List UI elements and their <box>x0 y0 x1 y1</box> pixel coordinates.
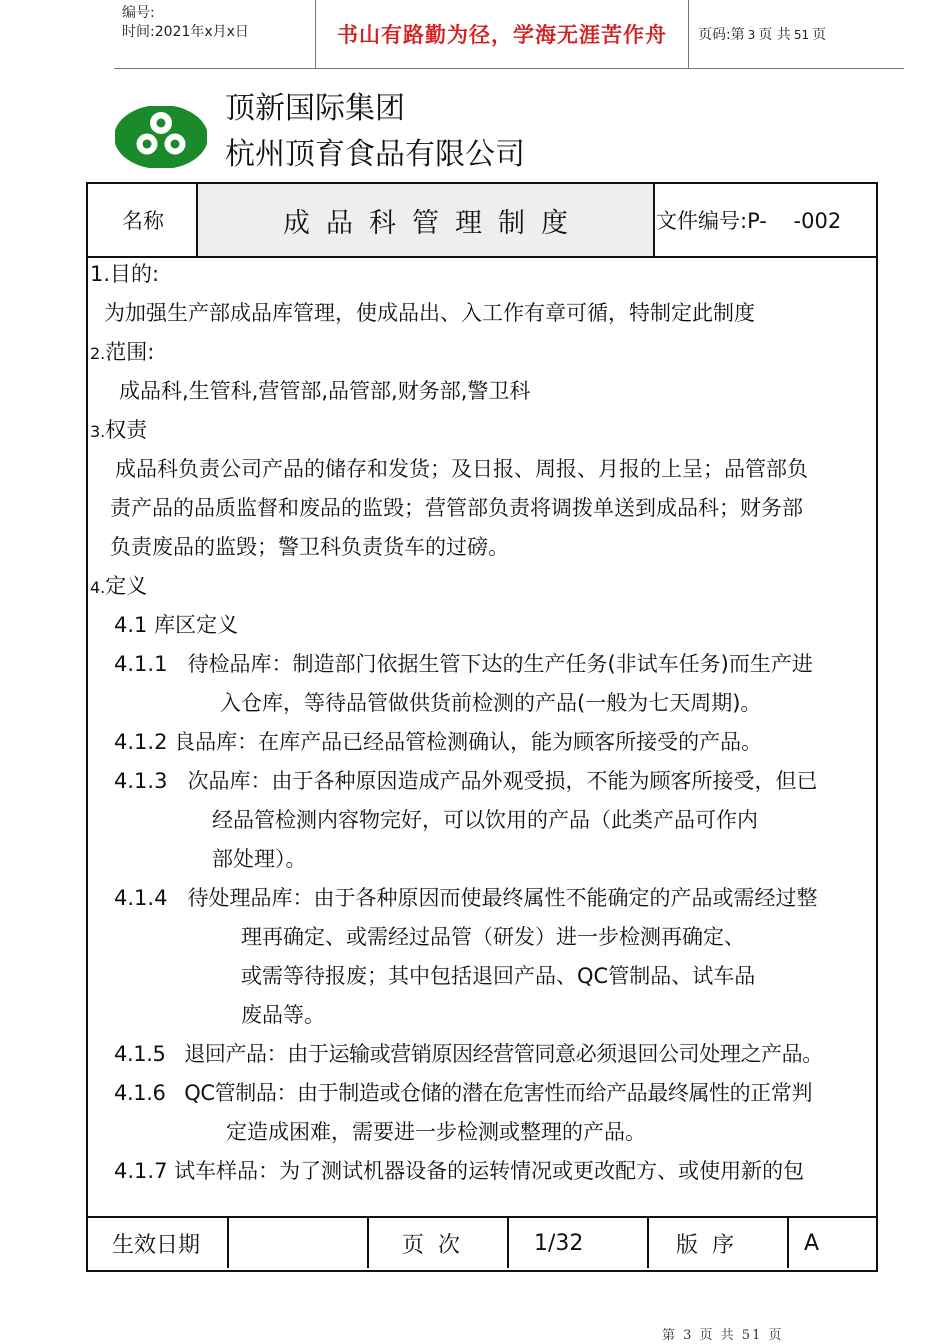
title-divider <box>653 184 655 256</box>
document-title: 成品科管理制度 <box>283 207 584 239</box>
definition-item: 4.1 库区定义 <box>114 613 239 637</box>
section-scope-title: 2.范围: <box>90 340 155 364</box>
definition-item: 或需等待报废；其中包括退回产品、QC管制品、试车品 <box>241 964 756 988</box>
footer-divider <box>787 1218 789 1268</box>
page-label-suffix: 页 <box>812 27 827 43</box>
page-current: 3 <box>747 28 756 42</box>
definition-item: 废品等。 <box>241 1003 325 1027</box>
section-number: 3. <box>90 422 106 441</box>
document-frame <box>86 182 878 1272</box>
definition-item: 4.1.2 良品库：在库产品已经品管检测确认，能为顾客所接受的产品。 <box>114 730 763 754</box>
footer-divider <box>507 1218 509 1268</box>
page-total: 51 <box>793 28 810 42</box>
footer-divider <box>227 1218 229 1268</box>
definition-item: 理再确定、或需经过品管（研发）进一步检测再确定、 <box>241 925 745 949</box>
version-value: A <box>804 1230 820 1256</box>
definition-item: 定造成困难，需要进一步检测或整理的产品。 <box>226 1120 646 1144</box>
name-label: 名称 <box>122 209 164 233</box>
section-duty-line: 成品科负责公司产品的储存和发货；及日报、周报、月报的上呈；品管部负 <box>115 457 808 481</box>
header-divider <box>688 0 689 68</box>
footer-row-border <box>88 1216 876 1218</box>
header-page-number <box>698 24 826 44</box>
document-number: 文件编号:P- -002 <box>656 209 842 233</box>
page-count-value: 1/32 <box>534 1230 584 1256</box>
company-group-name: 顶新国际集团 <box>225 91 405 126</box>
company-logo-icon <box>115 106 207 168</box>
definition-item: 4.1.3 次品库：由于各种原因造成产品外观受损，不能为顾客所接受，但已 <box>114 769 818 793</box>
definition-item: 4.1.7 试车样品：为了测试机器设备的运转情况或更改配方、或使用新的包 <box>114 1159 805 1183</box>
effective-date-label: 生效日期 <box>112 1232 201 1258</box>
header-meta <box>122 4 249 42</box>
page-label-mid: 页 共 <box>758 27 791 43</box>
section-duty-title: 3.权责 <box>90 418 148 442</box>
page-footer: 第 3 页 共 51 页 <box>662 1328 784 1343</box>
definition-item: 4.1.6 QC管制品：由于制造或仓储的潜在危害性而给产品最终属性的正常判 <box>114 1081 813 1105</box>
definition-item: 4.1.4 待处理品库：由于各种原因而使最终属性不能确定的产品或需经过整 <box>114 886 818 910</box>
company-name: 杭州顶育食品有限公司 <box>225 137 525 172</box>
serial-label: 编号: <box>122 5 155 21</box>
definition-item: 4.1.5 退回产品：由于运输或营销原因经营管同意必须退回公司处理之产品。 <box>114 1042 823 1066</box>
version-label: 版 序 <box>676 1232 734 1258</box>
section-duty-line: 负责废品的监毁；警卫科负责货车的过磅。 <box>110 535 509 559</box>
page-header <box>114 0 904 69</box>
footer-divider <box>367 1218 369 1268</box>
definition-item: 部处理）。 <box>212 847 307 871</box>
section-purpose-text: 为加强生产部成品库管理，使成品出、入工作有章可循，特制定此制度 <box>104 301 755 325</box>
page-label-prefix: 页码:第 <box>698 27 745 43</box>
title-row-border <box>88 256 876 258</box>
page-count-label: 页 次 <box>402 1232 460 1258</box>
definition-item: 经品管检测内容物完好，可以饮用的产品（此类产品可作内 <box>212 808 758 832</box>
footer-divider <box>647 1218 649 1268</box>
section-number: 4. <box>90 578 106 597</box>
section-purpose-title: 1.目的: <box>90 262 160 286</box>
definition-item: 入仓库，等待品管做供货前检测的产品(一般为七天周期)。 <box>220 691 762 715</box>
section-duty-line: 责产品的品质监督和废品的监毁；营管部负责将调拨单送到成品科；财务部 <box>110 496 803 520</box>
definition-item: 4.1.1 待检品库：制造部门依据生管下达的生产任务(非试车任务)而生产进 <box>114 652 813 676</box>
header-motto: 书山有路勤为径，学海无涯苦作舟 <box>337 22 667 47</box>
section-scope-text: 成品科,生管科,营管部,品管部,财务部,警卫科 <box>119 379 531 403</box>
section-number: 2. <box>90 344 106 363</box>
section-definition-title: 4.定义 <box>90 574 148 598</box>
date-label: 时间:2021年x月x日 <box>122 24 249 40</box>
